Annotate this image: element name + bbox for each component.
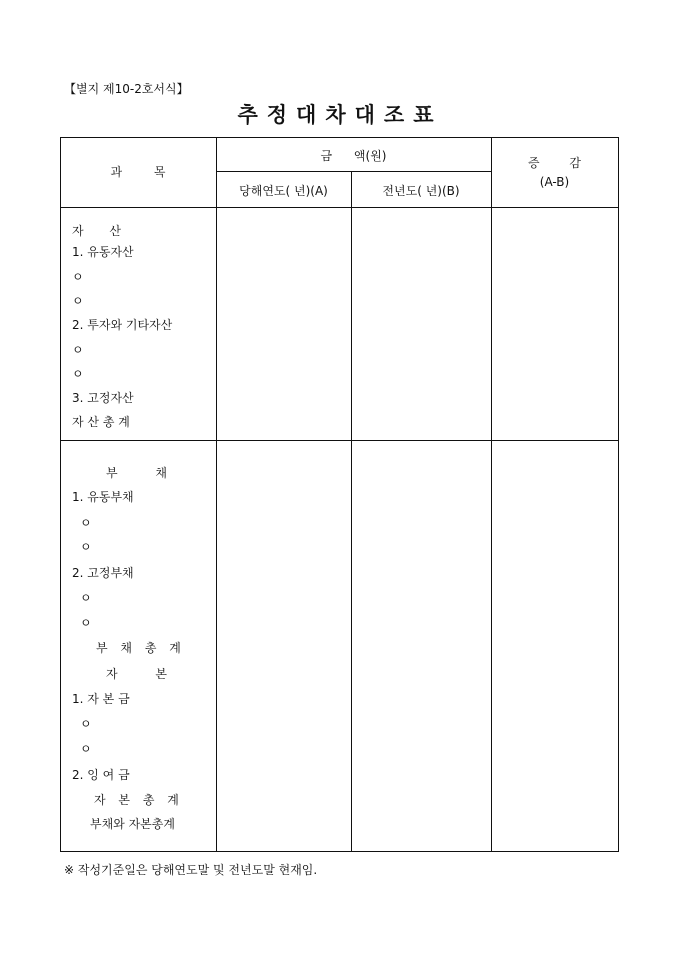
list-item: ㅇ xyxy=(80,616,92,630)
list-item: ㅇ xyxy=(72,270,84,284)
header-previous-year: 전년도( 년)(B) xyxy=(382,184,460,198)
header-current-year: 당해연도( 년)(A) xyxy=(239,184,328,198)
list-item: ㅇ xyxy=(80,591,92,605)
assets-heading: 자 산 xyxy=(72,224,121,238)
header-account: 과 목 xyxy=(110,165,166,179)
fixed-liabilities: 2. 고정부채 xyxy=(72,566,134,580)
footnote: ※ 작성기준일은 당해연도말 및 전년도말 현재임. xyxy=(64,863,318,877)
total-assets: 자 산 총 계 xyxy=(72,415,130,429)
current-assets: 1. 유동자산 xyxy=(72,245,134,259)
header-change: 증 감 xyxy=(528,156,581,170)
header-amount: 금 액(원) xyxy=(320,149,387,163)
investment-assets: 2. 투자와 기타자산 xyxy=(72,318,173,332)
total-liabilities: 부 채 총 계 xyxy=(96,641,181,655)
form-label: 【별지 제10-2호서식】 xyxy=(64,82,189,96)
list-item: ㅇ xyxy=(72,367,84,381)
list-item: ㅇ xyxy=(80,717,92,731)
total-equity: 자 본 총 계 xyxy=(94,793,179,807)
list-item: ㅇ xyxy=(80,742,92,756)
total-liabilities-equity: 부채와 자본총계 xyxy=(90,817,175,831)
document-title: 추정대차대조표 xyxy=(237,102,443,127)
header-change-formula: (A-B) xyxy=(539,175,570,189)
list-item: ㅇ xyxy=(72,294,84,308)
capital-stock: 1. 자 본 금 xyxy=(72,692,130,706)
surplus: 2. 잉 여 금 xyxy=(72,768,130,782)
fixed-assets: 3. 고정자산 xyxy=(72,391,134,405)
liabilities-heading: 부 채 xyxy=(106,466,167,480)
list-item: ㅇ xyxy=(80,516,92,530)
current-liabilities: 1. 유동부채 xyxy=(72,490,134,504)
equity-heading: 자 본 xyxy=(106,667,167,681)
list-item: ㅇ xyxy=(80,540,92,554)
list-item: ㅇ xyxy=(72,343,84,357)
